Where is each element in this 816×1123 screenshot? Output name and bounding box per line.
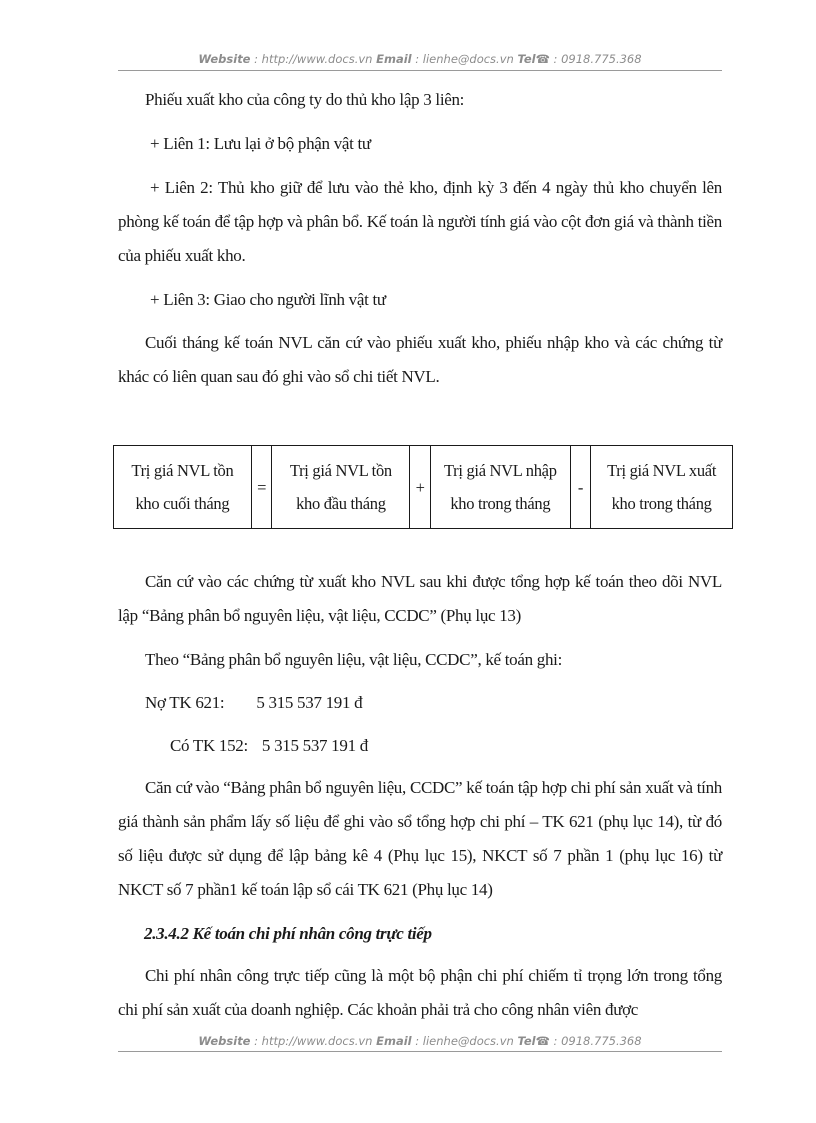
header-email-value: : lienhe@docs.vn [411,52,518,66]
footer-tel-label: Tel [517,1034,536,1048]
formula-term1-line2: kho cuối tháng [135,494,230,513]
credit-entry [170,729,774,763]
paragraph-5: Cuối tháng kế toán NVL căn cứ vào phiếu xuất kho, phiếu nhập kho và các chứng từ khác có liên quan sau đó ghi vào sổ chi tiết NVL. [118,333,722,386]
header-phone-icon: ☎ [535,52,550,66]
formula-term-ending-inventory [114,446,252,529]
footer-rule [118,1051,722,1052]
footer-email-value: : lienhe@docs.vn [411,1034,518,1048]
page-footer [118,1034,722,1048]
formula-term1-line1: Trị giá NVL tồn [131,461,234,480]
paragraph-8: Căn cứ vào “Bảng phân bổ nguyên liệu, CCDC” kế toán tập hợp chi phí sản xuất và tính giá thành sản phẩm lấy số liệu để ghi vào sổ tổng hợp chi phí – TK 621 (phụ lục 14), từ đó số liệu được sử dụng để lập bảng kê 4 (Phụ lục 15), NKCT số 7 phần 1 (phụ lục 16) từ NKCT số 7 phần1 kế toán lập sổ cái TK 621 (Phụ lục 14) [118,778,722,899]
formula-term-issues [591,446,733,529]
footer-phone-icon: ☎ [535,1034,550,1048]
paragraph-lien-3: + Liên 3: Giao cho người lĩnh vật tư [150,290,386,309]
formula-term3-line1: Trị giá NVL nhập [443,461,557,480]
credit-label: Có TK 152: [170,736,248,755]
footer-website-label: Website [198,1034,251,1048]
header-email-label: Email [376,52,412,66]
debit-entry [145,686,749,720]
section-heading: 2.3.4.2 Kế toán chi phí nhân công trực tiếp [144,924,432,943]
paragraph-1: Phiếu xuất kho của công ty do thủ kho lập 3 liên: [145,90,465,109]
formula-term-receipts [430,446,570,529]
formula-term4-line2: kho trong tháng [611,494,712,513]
formula-term2-line1: Trị giá NVL tồn [289,461,392,480]
footer-website-value: : http://www.docs.vn [250,1034,377,1048]
paragraph-7: Theo “Bảng phân bổ nguyên liệu, vật liệu, CCDC”, kế toán ghi: [145,650,563,669]
formula-plus: + [410,446,431,529]
formula-table [113,445,733,529]
formula-term2-line2: kho đầu tháng [296,494,386,513]
paragraph-lien-1: + Liên 1: Lưu lại ở bộ phận vật tư [150,134,371,153]
debit-label: Nợ TK 621: [145,693,225,712]
formula-term3-line2: kho trong tháng [450,494,551,513]
header-tel-value: : 0918.775.368 [549,52,642,66]
footer-email-label: Email [376,1034,412,1048]
page-header [118,52,722,66]
paragraph-9: Chi phí nhân công trực tiếp cũng là một bộ phận chi phí chiếm tỉ trọng lớn trong tổng chi phí sản xuất của doanh nghiệp. Các khoản phải trả cho công nhân viên được [118,966,722,1019]
credit-amount: 5 315 537 191 đ [261,736,368,755]
paragraph-6: Căn cứ vào các chứng từ xuất kho NVL sau khi được tổng hợp kế toán theo dõi NVL lập “Bảng phân bổ nguyên liệu, vật liệu, CCDC” (Phụ lục 13) [118,572,722,625]
formula-term4-line1: Trị giá NVL xuất [607,461,717,480]
header-website-label: Website [198,52,251,66]
footer-tel-value: : 0918.775.368 [549,1034,642,1048]
header-tel-label: Tel [517,52,536,66]
formula-equals: = [251,446,272,529]
paragraph-lien-2: + Liên 2: Thủ kho giữ để lưu vào thẻ kho, định kỳ 3 đến 4 ngày thủ kho chuyển lên phòng kế toán để tập hợp và phân bổ. Kế toán là người tính giá vào cột đơn giá và thành tiền của phiếu xuất kho. [118,178,722,265]
formula-minus: - [570,446,591,529]
header-website-value: : http://www.docs.vn [250,52,377,66]
formula-term-opening-inventory [272,446,410,529]
header-rule [118,70,722,71]
debit-amount: 5 315 537 191 đ [256,693,363,712]
